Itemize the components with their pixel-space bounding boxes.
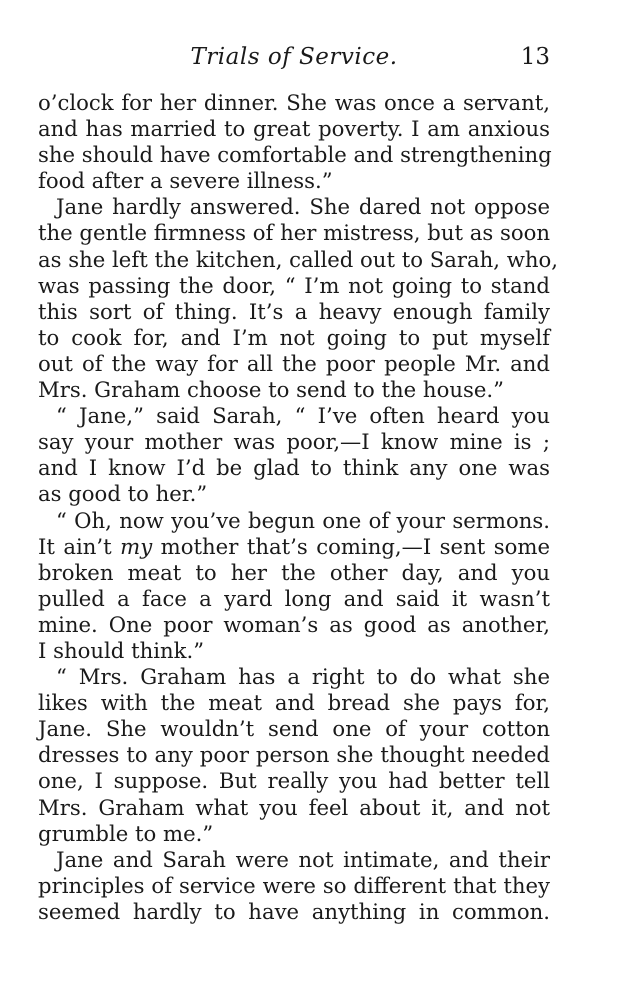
- text-line: the gentle firmness of her mistress, but as soon: [38, 220, 551, 246]
- text-line: dresses to any poor person she thought needed: [38, 742, 550, 768]
- text-line: one, I suppose. But really you had better tell: [38, 768, 550, 794]
- text-line: to cook for, and I’m not going to put myself: [38, 324, 550, 350]
- running-title: Trials of Service.: [190, 44, 398, 70]
- text-line: Mrs. Graham what you feel about it, and not: [38, 794, 550, 820]
- text-line: and has married to great poverty. I am anxious: [38, 116, 550, 142]
- text-line: broken meat to her the other day, and you: [38, 559, 550, 585]
- text-line: Jane hardly answered. She dared not oppose: [56, 194, 550, 220]
- text-line: Jane. She wouldn’t send one of your cotton: [38, 716, 550, 742]
- text-line: “ Jane,” said Sarah, “ I’ve often heard you: [56, 403, 550, 429]
- text-line: as she left the kitchen, called out to Sarah, who,: [38, 246, 559, 272]
- page-number: 13: [520, 44, 550, 70]
- text-line: she should have comfortable and strengthening: [38, 142, 552, 168]
- emphasis: my: [120, 533, 153, 559]
- text-line: as good to her.”: [38, 481, 208, 507]
- text-line: was passing the door, “ I’m not going to stand: [38, 272, 550, 298]
- text-line: food after a severe illness.”: [38, 168, 333, 194]
- text-line: seemed hardly to have anything in common.: [38, 898, 550, 924]
- text-line: mine. One poor woman’s as good as another,: [38, 611, 550, 637]
- text-line: likes with the meat and bread she pays for,: [38, 690, 550, 716]
- text-line: and I know I’d be glad to think any one was: [38, 455, 550, 481]
- text-line: o’clock for her dinner. She was once a servant,: [38, 90, 550, 115]
- text-line: Jane and Sarah were not intimate, and their: [56, 846, 550, 872]
- text-line: out of the way for all the poor people Mr. and: [38, 350, 550, 376]
- page-header: [38, 44, 550, 78]
- text-line: “ Oh, now you’ve begun one of your sermons.: [56, 507, 550, 533]
- text-line: Mrs. Graham choose to send to the house.”: [38, 377, 504, 403]
- text-line: say your mother was poor,—I know mine is ;: [38, 429, 550, 455]
- text-line: It ain’t my mother that’s coming,—I sent some: [38, 533, 550, 559]
- text-line: grumble to me.”: [38, 820, 214, 846]
- text-line: this sort of thing. It’s a heavy enough family: [38, 298, 550, 324]
- text-line: pulled a face a yard long and said it wasn’t: [38, 585, 550, 611]
- text-line: “ Mrs. Graham has a right to do what she: [56, 664, 550, 690]
- text-line: principles of service were so different that they: [38, 872, 550, 898]
- body-text: [38, 90, 559, 925]
- text-line: I should think.”: [38, 637, 205, 663]
